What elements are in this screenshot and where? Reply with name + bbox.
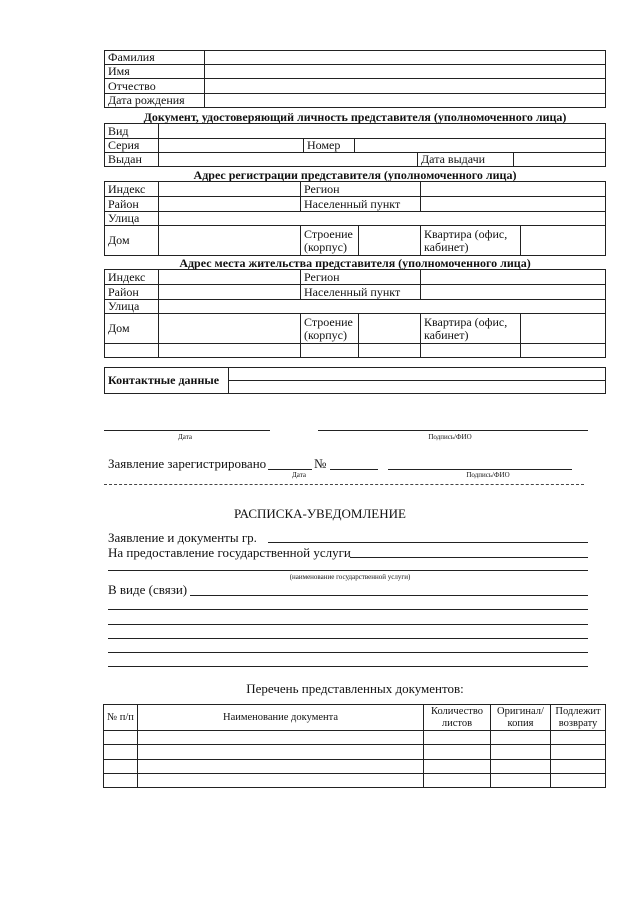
reg-house-field[interactable] — [159, 226, 301, 256]
live-address-table — [104, 269, 606, 358]
docs-list-title: Перечень представленных документов: — [246, 681, 464, 696]
reg-street-label: Улица — [105, 212, 159, 226]
form-line[interactable] — [190, 595, 588, 596]
doc-issue-date-label: Дата выдачи — [418, 153, 514, 167]
reg-address-heading: Адрес регистрации представителя (уполномоченного лица) — [193, 168, 517, 182]
patronymic-label: Отчество — [105, 79, 205, 94]
docs-from-line[interactable] — [268, 542, 588, 543]
service-caption: (наименование государственной услуги) — [289, 573, 411, 581]
contacts-table — [104, 367, 606, 394]
live-region-label: Регион — [301, 270, 421, 285]
cut-line — [104, 484, 584, 485]
doc-issued-field[interactable] — [159, 153, 418, 167]
live-house-field[interactable] — [159, 314, 301, 344]
doc-type-field[interactable] — [159, 124, 606, 139]
docs-table — [103, 704, 606, 788]
personal-table — [104, 50, 606, 108]
reg-street-field[interactable] — [159, 212, 606, 226]
live-district-field[interactable] — [159, 285, 301, 300]
reg-locality-field[interactable] — [421, 197, 606, 212]
reg-index-field[interactable] — [159, 182, 301, 197]
registered-signature-caption: Подпись/ФИО — [466, 471, 510, 479]
patronymic-field[interactable] — [205, 79, 606, 94]
doc-type-label: Вид — [105, 124, 159, 139]
reg-district-label: Район — [105, 197, 159, 212]
docs-from-label: Заявление и документы гр. — [108, 530, 257, 545]
reg-index-label: Индекс — [105, 182, 159, 197]
live-index-field[interactable] — [159, 270, 301, 285]
live-apt-label: Квартира (офис, кабинет) — [421, 314, 521, 344]
contacts-label: Контактные данные — [105, 368, 229, 394]
sign-signature-caption: Подпись/ФИО — [428, 433, 472, 441]
sign-date-line[interactable] — [104, 430, 270, 431]
live-extra-cell — [105, 344, 159, 358]
surname-label: Фамилия — [105, 51, 205, 65]
doc-issue-date-field[interactable] — [514, 153, 606, 167]
reg-building-label: Строение (корпус) — [301, 226, 359, 256]
reg-apt-field[interactable] — [521, 226, 606, 256]
reg-house-label: Дом — [105, 226, 159, 256]
doc-series-field[interactable] — [159, 139, 304, 153]
id-doc-table — [104, 123, 606, 167]
reg-region-label: Регион — [301, 182, 421, 197]
live-apt-field[interactable] — [521, 314, 606, 344]
table-row — [104, 760, 606, 774]
reg-region-field[interactable] — [421, 182, 606, 197]
doc-number-label: Номер — [304, 139, 355, 153]
reg-address-table — [104, 181, 606, 256]
form-line-3[interactable] — [108, 624, 588, 625]
registered-label: Заявление зарегистрировано — [108, 456, 267, 471]
surname-field[interactable] — [205, 51, 606, 65]
service-line[interactable] — [350, 557, 588, 558]
form-line-2[interactable] — [108, 609, 588, 610]
birth-date-label: Дата рождения — [105, 94, 205, 108]
doc-series-label: Серия — [105, 139, 159, 153]
reg-building-field[interactable] — [359, 226, 421, 256]
service-label: На предоставление государственной услуги — [108, 545, 351, 560]
registered-date-line[interactable] — [268, 469, 312, 470]
registered-number-line[interactable] — [330, 469, 378, 470]
form-line-5[interactable] — [108, 652, 588, 653]
registered-date-caption: Дата — [292, 471, 306, 479]
reg-apt-label: Квартира (офис, кабинет) — [421, 226, 521, 256]
docs-col-orig: Оригинал/ копия — [491, 705, 551, 731]
live-index-label: Индекс — [105, 270, 159, 285]
form-label: В виде (связи) — [108, 582, 188, 597]
docs-col-count: Количество листов — [424, 705, 491, 731]
sign-signature-line[interactable] — [318, 430, 588, 431]
table-row — [104, 774, 606, 788]
live-region-field[interactable] — [421, 270, 606, 285]
table-row — [104, 745, 606, 760]
sign-date-caption: Дата — [178, 433, 192, 441]
reg-district-field[interactable] — [159, 197, 301, 212]
registered-signature-line[interactable] — [388, 469, 572, 470]
live-district-label: Район — [105, 285, 159, 300]
form-line-6[interactable] — [108, 666, 588, 667]
form-line-4[interactable] — [108, 638, 588, 639]
docs-col-name: Наименование документа — [138, 705, 424, 731]
reg-locality-label: Населенный пункт — [301, 197, 421, 212]
live-building-field[interactable] — [359, 314, 421, 344]
live-locality-label: Населенный пункт — [301, 285, 421, 300]
receipt-title: РАСПИСКА-УВЕДОМЛЕНИЕ — [234, 506, 406, 521]
live-address-heading: Адрес места жительства представителя (уполномоченного лица) — [179, 256, 531, 270]
table-row — [104, 731, 606, 745]
live-locality-field[interactable] — [421, 285, 606, 300]
birth-date-field[interactable] — [205, 94, 606, 108]
service-line-2[interactable] — [108, 570, 588, 571]
docs-col-num: № п/п — [104, 705, 138, 731]
registered-number-sign: № — [314, 456, 327, 471]
doc-number-field[interactable] — [355, 139, 606, 153]
name-label: Имя — [105, 65, 205, 79]
contacts-field-2[interactable] — [229, 381, 606, 394]
name-field[interactable] — [205, 65, 606, 79]
docs-col-return: Подлежит возврату — [551, 705, 606, 731]
id-doc-heading: Документ, удостоверяющий личность представителя (уполномоченного лица) — [143, 110, 567, 124]
contacts-field-1[interactable] — [229, 368, 606, 381]
doc-issued-label: Выдан — [105, 153, 159, 167]
live-building-label: Строение (корпус) — [301, 314, 359, 344]
live-house-label: Дом — [105, 314, 159, 344]
live-street-label: Улица — [105, 300, 159, 314]
live-street-field[interactable] — [159, 300, 606, 314]
